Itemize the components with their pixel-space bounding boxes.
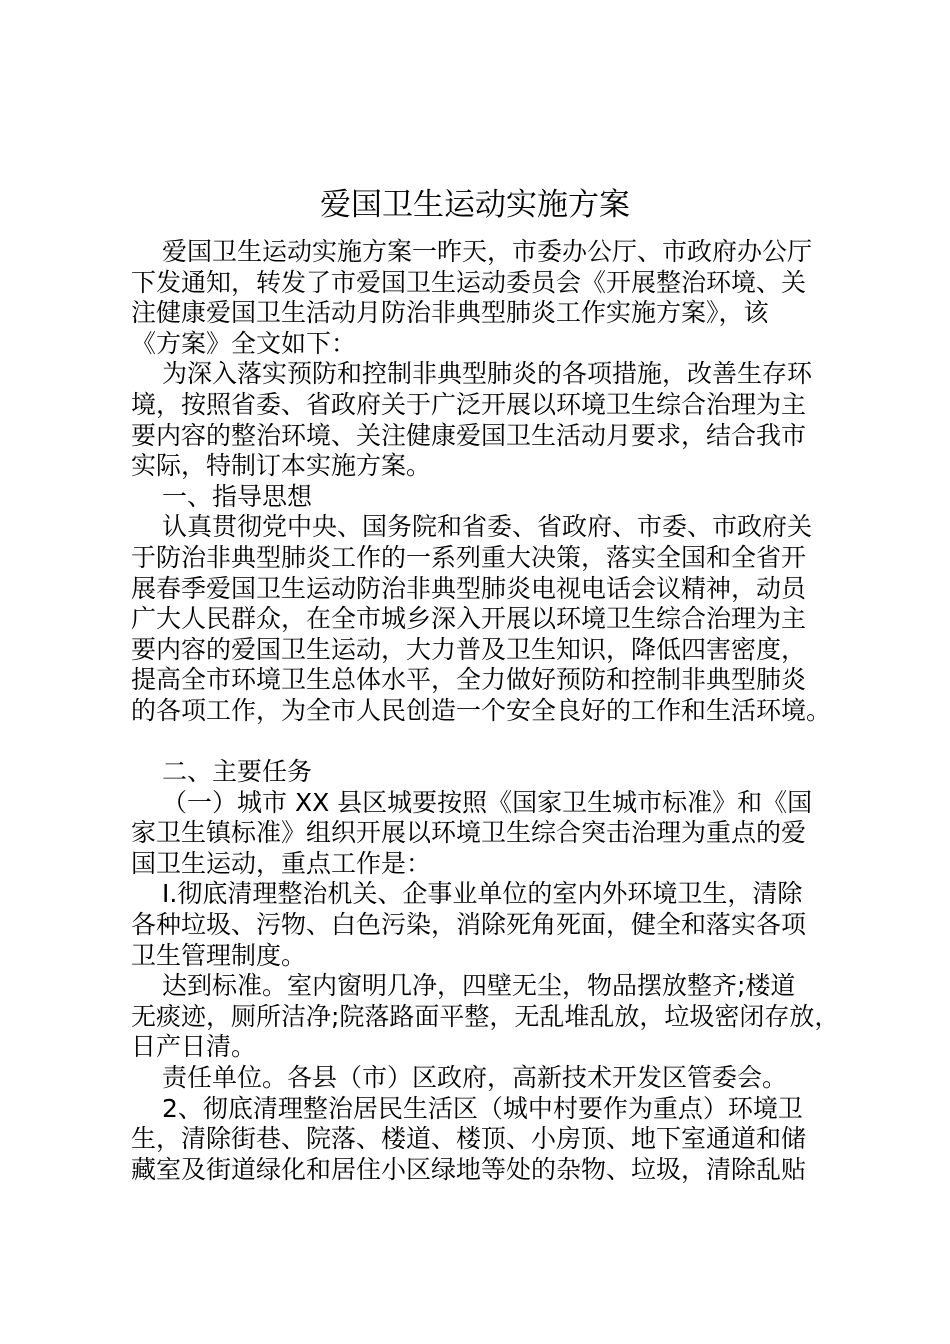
- paragraph-line: 藏室及街道绿化和居住小区绿地等处的杂物、垃圾，清除乱贴: [131, 1154, 807, 1184]
- paragraph-line: 下发通知，转发了市爱国卫生运动委员会《开展整治环境、关: [131, 267, 807, 297]
- paragraph-line: 爱国卫生运动实施方案一昨天，市委办公厅、市政府办公厅: [162, 237, 813, 266]
- paragraph-line: 的各项工作，为全市人民创造一个安全良好的工作和生活环境。: [131, 695, 832, 725]
- paragraph-line: 注健康爱国卫生活动月防治非典型肺炎工作实施方案》，该: [131, 298, 769, 328]
- paragraph-line: 无痰迹，厕所洁净;院落路面平整，无乱堆乱放，垃圾密闭存放，: [131, 1001, 840, 1031]
- paragraph-line: 2、彻底清理整治居民生活区（城中村要作为重点）环境卫: [162, 1093, 803, 1123]
- paragraph-line: 展春季爱国卫生运动防治非典型肺炎电视电话会议精神，动员: [131, 573, 807, 603]
- paragraph-line: 认真贯彻党中央、国务院和省委、省政府、市委、市政府关: [162, 512, 813, 542]
- paragraph-line: 卫生管理制度。: [131, 940, 307, 970]
- document-body: [131, 237, 840, 1185]
- paragraph-line: 境，按照省委、省政府关于广泛开展以环境卫生综合治理为主: [131, 389, 807, 419]
- paragraph-line: 《方案》全文如下：: [131, 328, 357, 358]
- paragraph-line: 日产日清。: [131, 1032, 257, 1062]
- paragraph-line: 生，清除街巷、院落、楼道、楼顶、小房顶、地下室通道和储: [131, 1124, 807, 1154]
- paragraph-line: 广大人民群众，在全市城乡深入开展以环境卫生综合治理为主: [131, 604, 807, 634]
- paragraph-line: 要内容的爱国卫生运动，大力普及卫生知识，降低四害密度，: [131, 634, 807, 664]
- paragraph-line: 于防治非典型肺炎工作的一系列重大决策，落实全国和全省开: [131, 542, 807, 572]
- paragraph-line: I.彻底清理整治机关、企事业单位的室内外环境卫生，清除: [162, 879, 803, 909]
- paragraph-line: 各种垃圾、污物、白色污染，消除死角死面，健全和落实各项: [131, 910, 807, 940]
- document-title: 爱国卫生运动实施方案: [320, 187, 630, 223]
- paragraph-line: 家卫生镇标准》组织开展以环境卫生综合突击治理为重点的爱: [131, 818, 807, 848]
- paragraph-line: 为深入落实预防和控制非典型肺炎的各项措施，改善生存环: [162, 359, 813, 389]
- paragraph-line: 实际，特制订本实施方案。: [131, 451, 432, 481]
- paragraph-line: 提高全市环境卫生总体水平，全力做好预防和控制非典型肺炎: [131, 665, 807, 695]
- paragraph-line: 国卫生运动，重点工作是：: [131, 848, 432, 878]
- paragraph-line: 要内容的整治环境、关注健康爱国卫生活动月要求，结合我市: [131, 420, 807, 450]
- paragraph-line: 达到标准。室内窗明几净，四壁无尘，物品摆放整齐;楼道: [162, 971, 796, 1001]
- paragraph-line: （一）城市 XX 县区城要按照《国家卫生城市标准》和《国: [162, 787, 813, 817]
- section-heading: 一、指导思想: [162, 481, 313, 511]
- blank-line: [131, 727, 831, 758]
- paragraph-line: 责任单位。各县（市）区政府，高新技术开发区管委会。: [162, 1063, 788, 1093]
- section-heading: 二、主要任务: [162, 757, 313, 787]
